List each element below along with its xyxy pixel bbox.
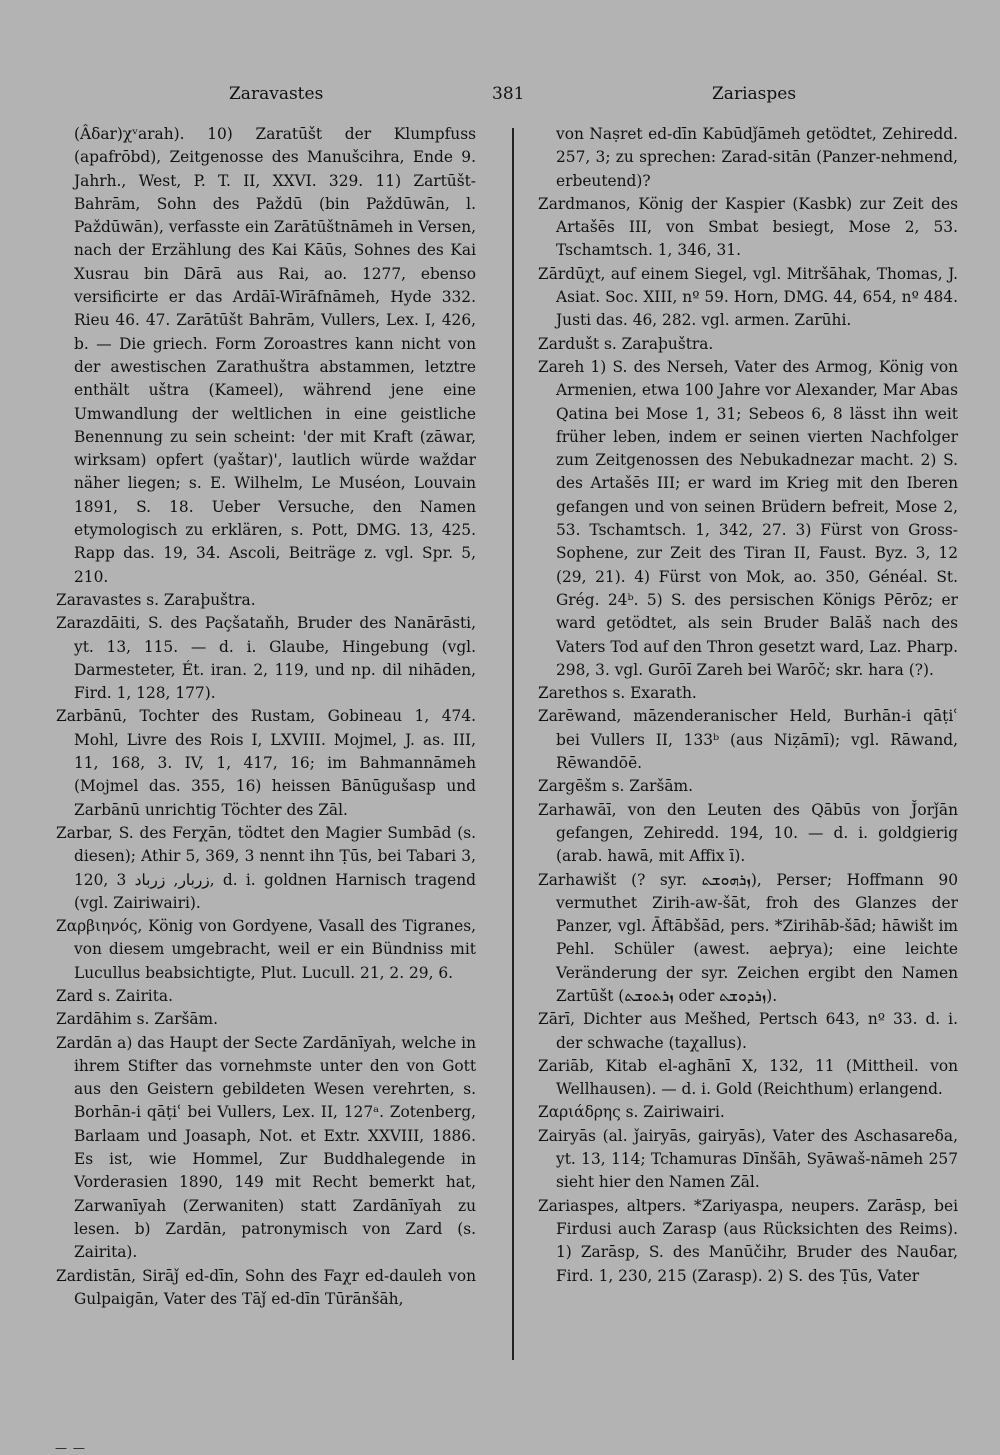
entry-zardan: Zardān a) das Haupt der Secte Zardānīyah, welche in ihrem Stifter das vornehmste unter den von Gott aus den Geistern gebildeten Wesen verehrten, s. Borhān-i qāṭiʿ bei Vullers, Lex. II, 127ᵃ. Zotenberg, Barlaam und Joasaph, Not. et Extr. XXVIII, 1886. Es ist, wie Hommel, Zur Buddhalegende in Vorderasien 1890, 149 mit Recht bemerkt hat, Zarwanīyah (Zerwaniten) statt Zardānīyah zu lesen. b) Zardān, patronymisch von Zard (s. Zairita). [56,1033,476,1262]
entry-zarewand: Zarēwand, māzenderanischer Held, Burhān-i qāṭiʿ bei Vullers II, 133ᵇ (aus Niẓāmī); vgl. Rāwand, Rēwandōē. [538,707,958,773]
entry-zardahim: Zardāhim s. Zaršām. [56,1010,219,1029]
entry-zairyas: Zairyās (al. ǰairyās, gairyās), Vater des Aschasareδa, yt. 13, 114; Tchamuras Dīnšāh, Syāwaš-nāmeh 257 sieht hier den Namen Zāl. [538,1126,958,1192]
entry-zarduxt: Zārdūχt, auf einem Siegel, vgl. Mitršāhak, Thomas, J. Asiat. Soc. XIII, nº 59. Horn, DMG. 44, 654, nº 484. Justi das. 46, 282. vgl. armen. Zarūhi. [538,264,958,330]
entry-zariab: Zariāb, Kitab el-aghānī X, 132, 11 (Mittheil. von Wellhausen). — d. i. Gold (Reichthum) erlangend. [538,1056,958,1099]
entry-zarbanu: Zarbānū, Tochter des Rustam, Gobineau 1, 474. Mohl, Livre des Rois I, LXVIII. Mojmel, J. as. III, 11, 168, 3. IV, 1, 417, 16; im Bahmannāmeh (Mojmel das. 355, 16) heissen Bānūgušasp und Zarbānū unrichtig Töchter des Zāl. [56,707,476,819]
entry-zarazdaiti: Zarazdāiti, S. des Paçšataňh, Bruder des Nanārāsti, yt. 13, 115. — d. i. Glaube, Hingebung (vgl. Darmesteter, Ét. iran. 2, 119, und np. dil nihāden, Fird. 1, 128, 177). [56,614,476,703]
entry-continuation-right: von Naṣret ed-dīn Kabūdǰāmeh getödtet, Zehiredd. 257, 3; zu sprechen: Zarad-sitān (Panzer-nehmend, erbeutend)? [556,125,958,190]
entry-zarethos: Zarethos s. Exarath. [538,684,697,703]
entry-zarbienos: Ζαρβιηνός, König von Gordyene, Vasall des Tigranes, von diesem umgebracht, weil er ein Bündniss mit Lucullus beabsichtigte, Plut. Lucull. 21, 2. 29, 6. [56,917,476,982]
entry-zardust: Zardušt s. Zaraþuštra. [538,334,714,353]
footer-mark: — — [55,1441,86,1455]
entry-zargesm: Zargēšm s. Zaršām. [538,777,694,796]
page-number: 381 [492,84,525,104]
right-column [538,123,958,1288]
left-column [56,123,476,1311]
column-divider [512,128,514,1360]
entry-zareh: Zareh 1) S. des Nerseh, Vater des Armog, König von Armenien, etwa 100 Jahre vor Alexander, Mar Abas Qatina bei Mose 1, 31; Sebeos 6, 8 lässt ihn weit früher leben, indem er seinen vierten Nachfolger zum Zeitgenossen des Nebukadnezar macht. 2) S. des Artašēs III; er ward im Krieg mit den Iberen gefangen und von seinen Brüdern befreit, Mose 2, 53. Tschamtsch. 1, 342, 27. 3) Fürst von Gross-Sophene, zur Zeit des Tiran II, Faust. Byz. 3, 12 (29, 21). 4) Fürst von Mok, ao. 350, Généal. St. Grég. 24ᵇ. 5) S. des persischen Königs Pērōz; er ward getödtet, als sein Bruder Balāš nach des Vaters Tod auf den Thron gesetzt ward, Laz. Pharp. 298, 3. vgl. Gurōī Zareh bei Warōč; skr. hara (?). [538,357,958,679]
running-head-left: Zaravastes [229,84,324,104]
entry-zariaspes: Zariaspes, altpers. *Zariyaspa, neupers. Zarāsp, bei Firdusi auch Zarasp (aus Rücksichten des Reims). 1) Zarāsp, S. des Manūčihr, Bruder des Nauδar, Fird. 1, 230, 215 (Zarasp). 2) S. des Ṭūs, Vater [538,1196,958,1285]
entry-zardmanos: Zardmanos, König der Kaspier (Kasbk) zur Zeit des Artašēs III, von Smbat besiegt, Mose 2, 53. Tschamtsch. 1, 346, 31. [538,194,958,260]
entry-zard: Zard s. Zairita. [56,986,173,1005]
running-head-right: Zariaspes [712,84,797,104]
entry-zardistan: Zardistān, Sirāǰ ed-dīn, Sohn des Faχr ed-dauleh von Gulpaigān, Vater des Tāǰ ed-dīn Tūrānšāh, [56,1266,476,1308]
entry-continuation: (Âδar)χᵛarah). 10) Zaratūšt der Klumpfuss (apafrōbd), Zeitgenosse des Manušcihra, Ende 9. Jahrh., West, P. T. II, XXVI. 329. 11) Zartūšt-Bahrām, Sohn des Paždū (bin Paždūwān, l. Paždūwān), verfasste ein Zarātūštnāmeh in Versen, nach der Erzählung des Kai Kāūs, Sohnes des Kai Xusrau bin Dārā aus Rai, ao. 1277, ebenso versificirte er das Ardāī-Wīrāfnāmeh, Hyde 332. Rieu 46. 47. Zarātūšt Bahrām, Vullers, Lex. I, 426, b. — Die griech. Form Zoroastres kann nicht von der awestischen Zarathuštra abstammen, letztre enthält uštra (Kameel), während jene eine Umwandlung der weltlichen in eine geistliche Benennung zu sein scheint: 'der mit Kraft (zāwar, wirksam) opfert (yaštar)', lautlich würde waždar näher liegen; s. E. Wilhelm, Le Muséon, Louvain 1891, S. 18. Ueber Versuche, den Namen etymologisch zu erklären, s. Pott, DMG. 13, 425. Rapp das. 19, 34. Ascoli, Beiträge z. vgl. Spr. 5, 210. [74,125,476,586]
entry-zari: Zārī, Dichter aus Mešhed, Pertsch 643, nº 33. d. i. der schwache (taχallus). [538,1010,958,1052]
entry-zaravastes: Zaravastes s. Zaraþuštra. [56,590,256,609]
entry-zarhawai: Zarhawāī, von den Leuten des Qābūs von J̌orǰān gefangen, Zehiredd. 194, 10. — d. i. goldgierig (arab. hawā, mit Affix ī). [538,800,958,866]
entry-zarhawist: Zarhawišt (? syr. ܙܪܗܘܫܬ), Perser; Hoffmann 90 vermuthet Zirih-aw-šāt, froh des Glanzes der Panzer, vgl. Āftābšād, pers. *Zirihāb-šād; hāwišt im Pehl. Schüler (awest. aeþrya); eine leichte Veränderung der syr. Zeichen ergibt den Namen Zartūšt (ܙܪܬܘܫܬ oder ܙܪܕܘܫܬ). [538,870,958,1005]
entry-zariadres: Ζαριάδρης s. Zairiwairi. [538,1103,725,1122]
entry-zarbar: Zarbar, S. des Ferχān, tödtet den Magier Sumbād (s. diesen); Athir 5, 369, 3 nennt ihn Ṭūs, bei Tabari 3, 120, 3 زربار, زرباد, d. i. goldnen Harnisch tragend (vgl. Zairiwairi). [56,823,476,912]
